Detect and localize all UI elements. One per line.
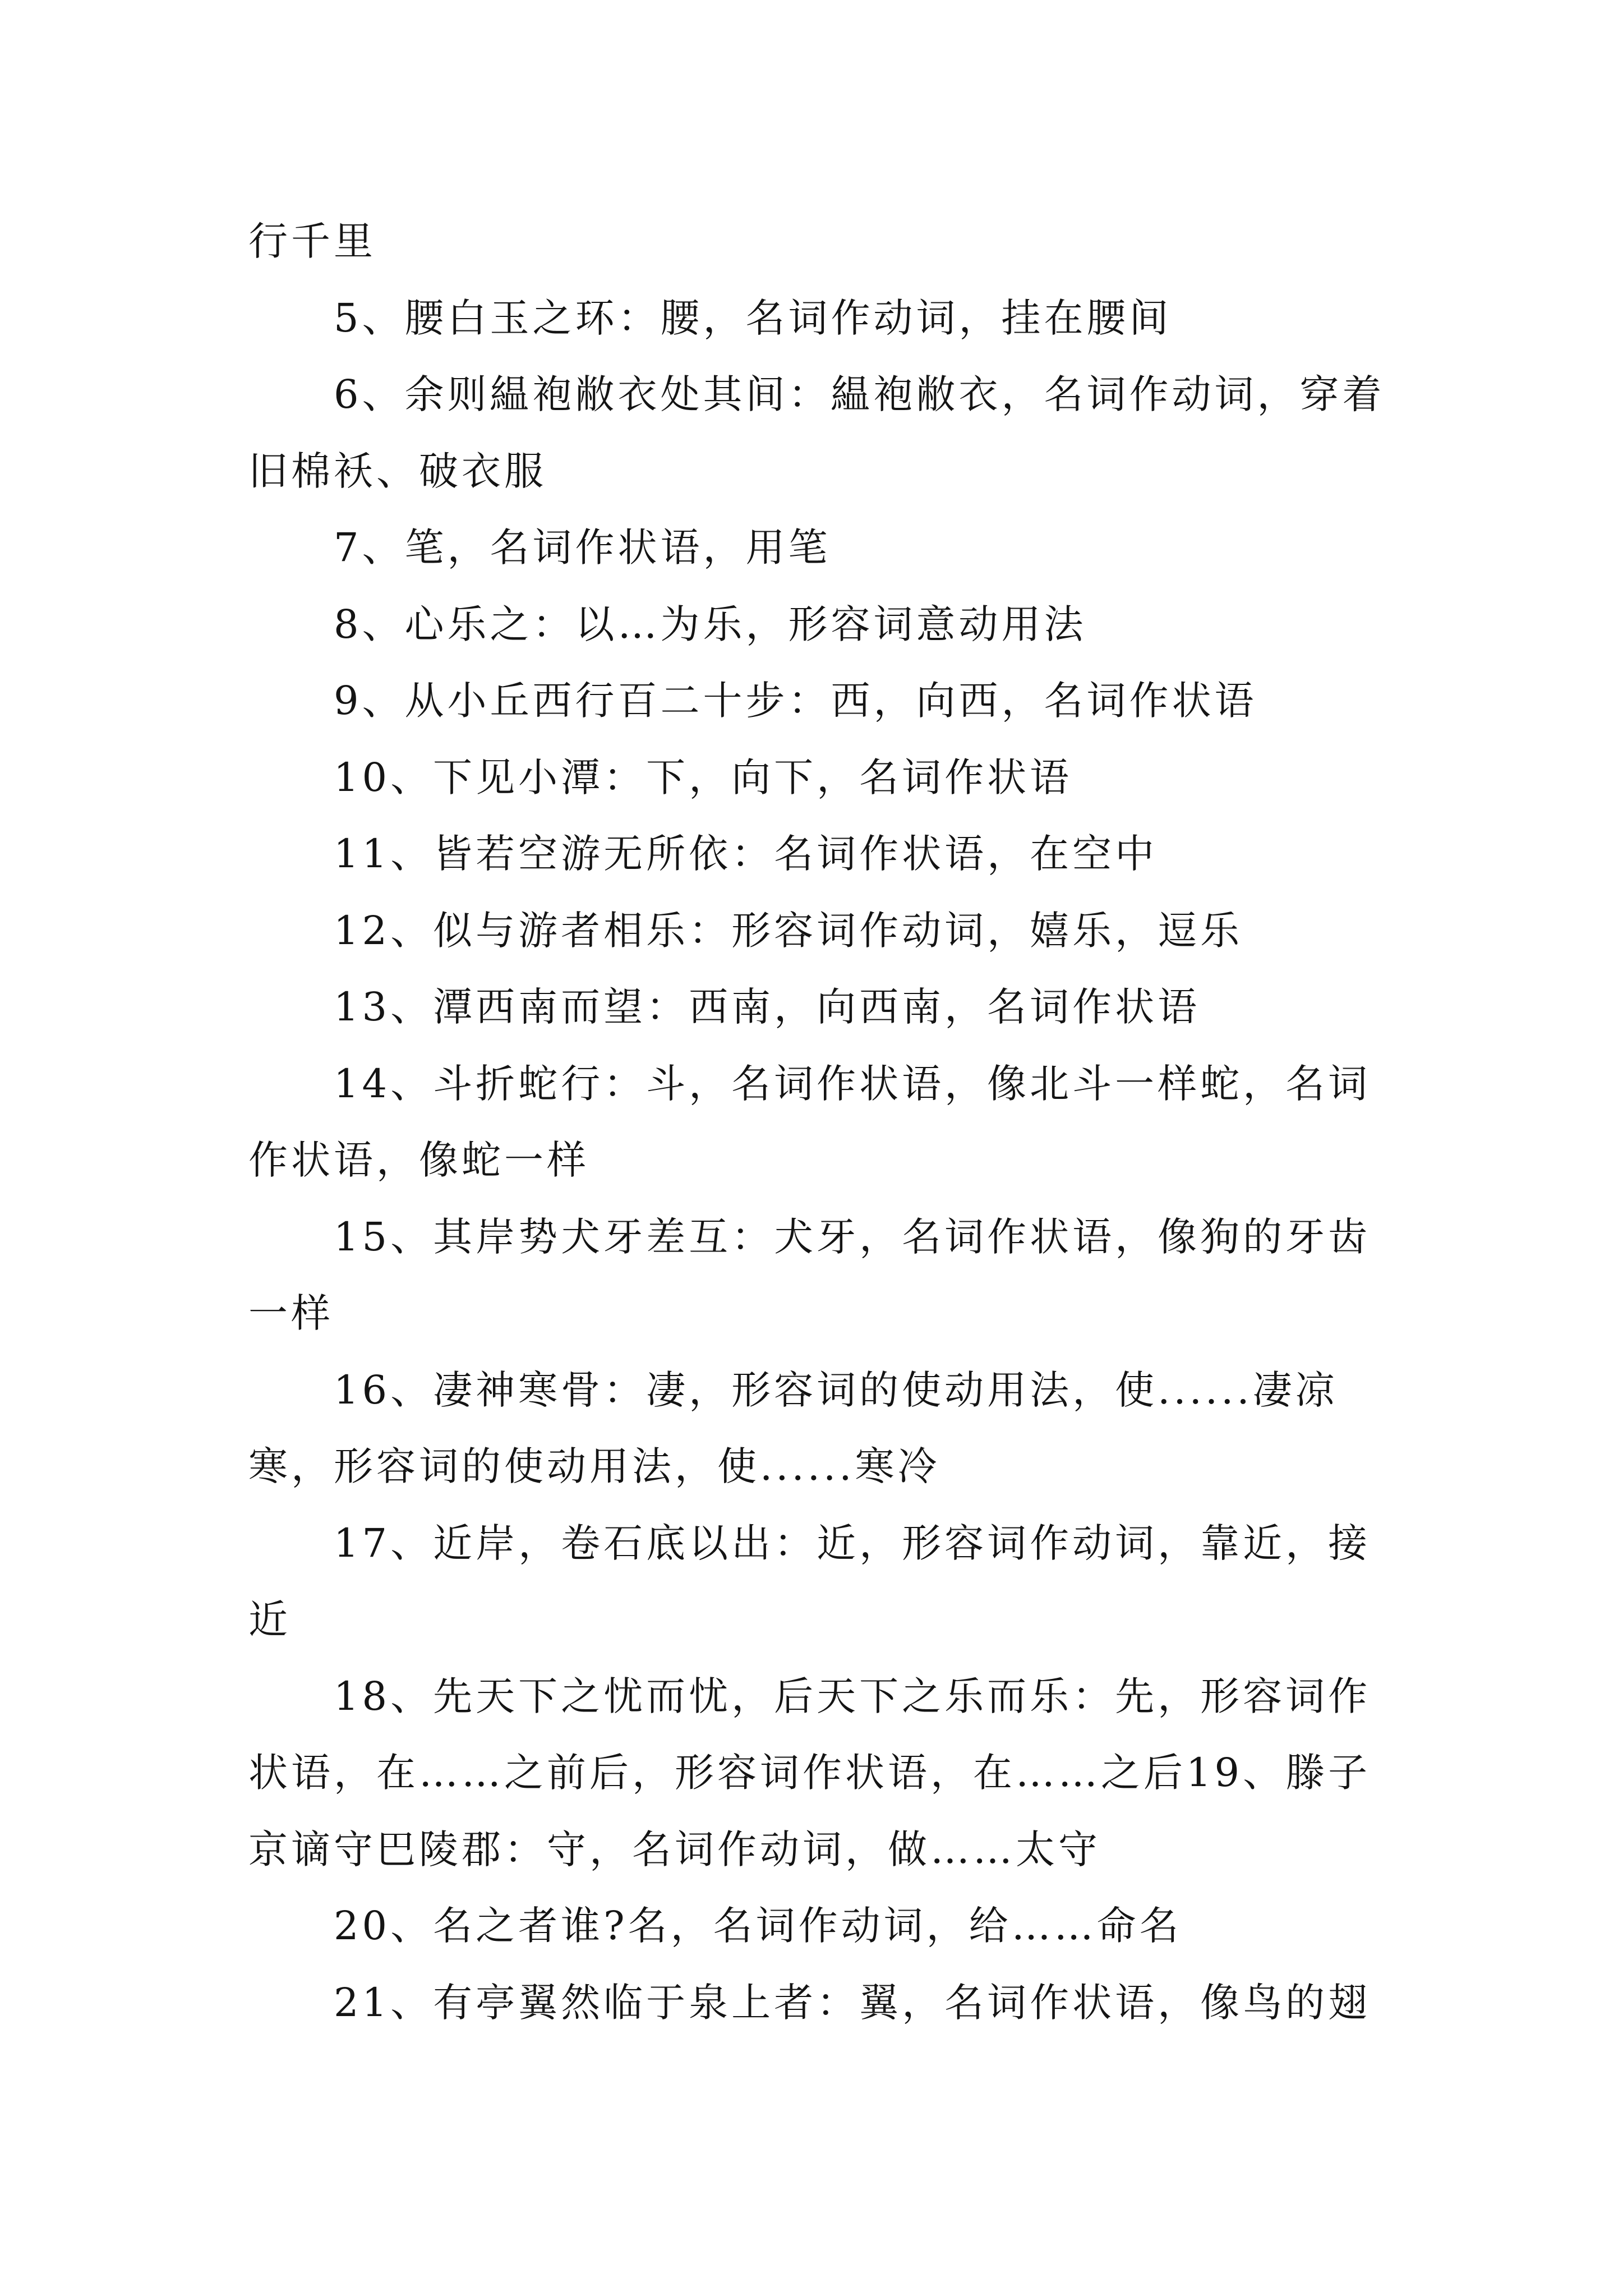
paragraph-item-11: 11、皆若空游无所依：名词作状语，在空中 (334, 831, 1158, 877)
paragraph-item-7: 7、笔，名词作状语，用笔 (334, 524, 831, 570)
paragraph-item-18: 18、先天下之忧而忧，后天下之乐而乐：先，形容词作状语，在……之前后，形容词作状语，在……之后19、滕子京谪守巴陵郡：守，名词作动词，做……太守 (248, 1673, 1371, 1872)
paragraph-item-17: 17、近岸，卷石底以出：近，形容词作动词，靠近，接近 (248, 1520, 1371, 1642)
document-body (248, 203, 1393, 2041)
paragraph-item-15: 15、其岸势犬牙差互：犬牙，名词作状语，像狗的牙齿一样 (248, 1213, 1371, 1336)
paragraph-continuation: 行千里 (248, 218, 376, 264)
paragraph-item-10: 10、下见小潭：下，向下，名词作状语 (334, 754, 1073, 800)
paragraph-item-9: 9、从小丘西行百二十步：西，向西，名词作状语 (334, 678, 1257, 724)
paragraph-item-20: 20、名之者谁?名，名词作动词，给……命名 (334, 1903, 1182, 1949)
paragraph-item-21: 21、有亭翼然临于泉上者：翼，名词作状语，像鸟的翅 (334, 1979, 1371, 2026)
paragraph-item-16: 16、凄神寒骨：凄，形容词的使动用法，使......凄凉寒，形容词的使动用法，使......寒冷 (248, 1366, 1338, 1489)
paragraph-item-5: 5、腰白玉之环：腰，名词作动词，挂在腰间 (334, 295, 1172, 341)
paragraph-item-14: 14、斗折蛇行：斗，名词作状语，像北斗一样蛇，名词作状语，像蛇一样 (248, 1060, 1371, 1183)
paragraph-item-12: 12、似与游者相乐：形容词作动词，嬉乐，逗乐 (334, 907, 1243, 954)
paragraph-item-8: 8、心乐之：以…为乐，形容词意动用法 (334, 601, 1087, 647)
paragraph-item-6: 6、余则緼袍敝衣处其间：緼袍敝衣，名词作动词，穿着旧棉袄、破衣服 (248, 371, 1385, 494)
paragraph-item-13: 13、潭西南而望：西南，向西南，名词作状语 (334, 984, 1201, 1030)
